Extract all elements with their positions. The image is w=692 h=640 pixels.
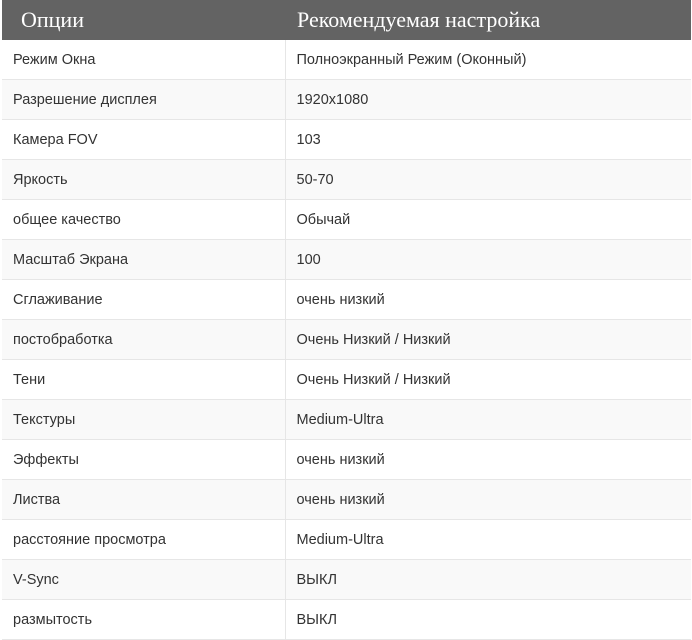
settings-table (2, 0, 691, 640)
recommended-value-cell: ВЫКЛ (285, 600, 691, 640)
table-row (2, 480, 691, 520)
table-row (2, 320, 691, 360)
recommended-value-cell: 103 (285, 120, 691, 160)
option-name-cell: Текстуры (2, 400, 285, 440)
option-name-cell: размытость (2, 600, 285, 640)
table-row (2, 360, 691, 400)
table-row (2, 80, 691, 120)
recommended-value-cell: 50-70 (285, 160, 691, 200)
table-row (2, 120, 691, 160)
table-row (2, 240, 691, 280)
table-row (2, 440, 691, 480)
recommended-value-cell: Очень Низкий / Низкий (285, 320, 691, 360)
recommended-value-cell: 1920x1080 (285, 80, 691, 120)
recommended-value-cell: Обычай (285, 200, 691, 240)
table-row (2, 160, 691, 200)
header-recommended-setting: Рекомендуемая настройка (285, 0, 691, 40)
table-row (2, 520, 691, 560)
recommended-value-cell: Очень Низкий / Низкий (285, 360, 691, 400)
option-name-cell: Яркость (2, 160, 285, 200)
table-body (2, 40, 691, 640)
option-name-cell: общее качество (2, 200, 285, 240)
recommended-value-cell: очень низкий (285, 280, 691, 320)
option-name-cell: Сглаживание (2, 280, 285, 320)
option-name-cell: Эффекты (2, 440, 285, 480)
table-row (2, 560, 691, 600)
table-row (2, 40, 691, 80)
option-name-cell: Тени (2, 360, 285, 400)
table-row (2, 280, 691, 320)
option-name-cell: постобработка (2, 320, 285, 360)
recommended-value-cell: Medium-Ultra (285, 400, 691, 440)
option-name-cell: Масштаб Экрана (2, 240, 285, 280)
table-row (2, 400, 691, 440)
option-name-cell: Разрешение дисплея (2, 80, 285, 120)
recommended-value-cell: 100 (285, 240, 691, 280)
recommended-value-cell: ВЫКЛ (285, 560, 691, 600)
header-options: Опции (2, 0, 285, 40)
recommended-value-cell: очень низкий (285, 480, 691, 520)
option-name-cell: Листва (2, 480, 285, 520)
table-header (2, 0, 691, 40)
option-name-cell: расстояние просмотра (2, 520, 285, 560)
recommended-value-cell: очень низкий (285, 440, 691, 480)
table-row (2, 200, 691, 240)
table-row (2, 600, 691, 640)
option-name-cell: Камера FOV (2, 120, 285, 160)
header-row (2, 0, 691, 40)
recommended-value-cell: Полноэкранный Режим (Оконный) (285, 40, 691, 80)
option-name-cell: Режим Окна (2, 40, 285, 80)
recommended-value-cell: Medium-Ultra (285, 520, 691, 560)
option-name-cell: V-Sync (2, 560, 285, 600)
